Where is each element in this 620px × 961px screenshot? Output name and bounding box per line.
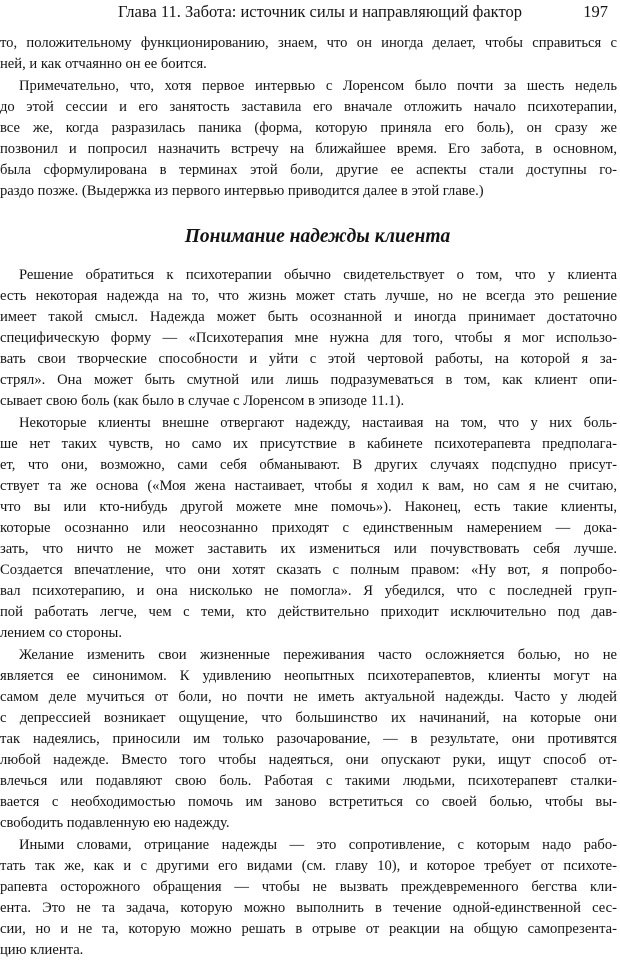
text-line: цию клиента. bbox=[0, 942, 84, 958]
paragraph bbox=[0, 835, 617, 961]
text-line: так надеялись, приносили им только разочарование, — в результате, они противятся bbox=[0, 731, 617, 747]
paragraph bbox=[0, 76, 617, 202]
text-line: свободить подавленную ею надежду. bbox=[0, 815, 230, 831]
text-line: есть некоторая надежда на то, что жизнь может стать лучше, но не всегда это решение bbox=[0, 288, 617, 304]
text-line: вал психотерапию, и она нисколько не помогла». Я убедился, что с последней груп- bbox=[0, 583, 617, 599]
paragraph bbox=[0, 265, 617, 412]
text-line: ет, что они, возможно, сами себя обманывают. В других случаях подспудно присут- bbox=[0, 457, 617, 473]
text-line: что вы или кто-нибудь другой можете мне помочь»). Наконец, есть такие клиенты, bbox=[0, 499, 617, 515]
running-head bbox=[0, 1, 620, 23]
text-line: любой надежде. Вместо того чтобы надеяться, они опускают руки, ищут способ от- bbox=[0, 752, 617, 768]
paragraph bbox=[0, 645, 617, 834]
text-line: все же, когда разразилась паника (форма, которую приняла его боль), он сразу же bbox=[0, 120, 617, 136]
text-line: имеет такой смысл. Надежда может быть осознанной и иногда принимает достаточно bbox=[0, 309, 617, 325]
text-line: которые осознанно или неосознанно приходят с единственным намерением — дока- bbox=[0, 520, 617, 536]
text-line: до этой сессии и его занятость заставила его вначале отложить начало психотерапии, bbox=[0, 99, 617, 115]
text-line: ше нет таких чувств, но само их присутствие в кабинете психотерапевта предполага- bbox=[0, 436, 617, 452]
text-line: ней, и как отчаянно он ее боится. bbox=[0, 56, 207, 72]
text-line: Решение обратиться к психотерапии обычно свидетельствует о том, что у клиента bbox=[19, 267, 617, 283]
paragraph bbox=[0, 33, 617, 75]
text-line: Некоторые клиенты внешне отвергают надежду, настаивая на том, что у них боль- bbox=[19, 415, 617, 431]
text-line: Создается впечатление, что они хотят сказать с полным правом: «Ну вот, я попробо- bbox=[0, 562, 617, 578]
text-line: Примечательно, что, хотя первое интервью с Лоренсом было почти за шесть недель bbox=[19, 78, 617, 94]
text-line: то, положительному функционированию, знаем, что он иногда делает, чтобы справиться с bbox=[0, 35, 617, 51]
text-line: зать, что ничто не может заставить их измениться или почувствовать себя лучше. bbox=[0, 541, 617, 557]
text-line: стрял». Она может быть смутной или лишь подразумеваться в том, как клиент опи- bbox=[0, 372, 617, 388]
text-line: ента. Это не та задача, которую можно выполнить в течение одной-единственной сес- bbox=[0, 900, 617, 916]
text-line: позвонил и попросил назначить встречу на ближайшее время. Его забота, в основном, bbox=[0, 141, 617, 157]
text-line: вать свои творческие способности и уйти с этой чертовой работы, на которой я за- bbox=[0, 351, 617, 367]
text-line: лением со стороны. bbox=[0, 625, 122, 641]
text-line: Иными словами, отрицание надежды — это сопротивление, с которым надо рабо- bbox=[19, 837, 617, 853]
text-line: влечься или подавляют свою боль. Работая с такими людьми, психотерапевт сталки- bbox=[0, 773, 617, 789]
text-line: тать так же, как и с другими его видами (см. главу 10), и которое требует от психоте- bbox=[0, 858, 617, 874]
paragraph bbox=[0, 413, 617, 644]
text-line: специфическую форму — «Психотерапия мне нужна для того, чтобы я мог использо- bbox=[0, 330, 617, 346]
text-line: с депрессией возникает ощущение, что большинство их начинаний, на которые они bbox=[0, 710, 617, 726]
text-line: вается с необходимостью помочь им заново встретиться со своей болью, чтобы вы- bbox=[0, 794, 617, 810]
text-line: сии, но и не та, которую можно решать в отрыве от реакции на общую самопрезента- bbox=[0, 921, 617, 937]
text-line: рапевта осторожного обращения — чтобы не вызвать преждевременного бегства кли- bbox=[0, 879, 617, 895]
text-line: Желание изменить свои жизненные переживания часто осложняется болью, но не bbox=[19, 647, 617, 663]
running-title: Глава 11. Забота: источник силы и направляющий фактор bbox=[118, 2, 522, 21]
text-line: была сформулирована в терминах этой боли, другие ее аспекты стали доступны го- bbox=[0, 162, 617, 178]
text-line: пой работать легче, чем с теми, кто действительно приходит исключительно под дав- bbox=[0, 604, 617, 620]
text-line: ствует та же основа («Моя жена настаивает, чтобы я ходил к вам, но сам я не считаю, bbox=[0, 478, 617, 494]
text-line: является ее синонимом. К удивлению неопытных психотерапевтов, клиенты могут на bbox=[0, 668, 617, 684]
text-line: самом деле мучиться от боли, но почти не иметь актуальной надежды. Часто у людей bbox=[0, 689, 617, 705]
body-text bbox=[0, 33, 617, 961]
section-title: Понимание надежды клиента bbox=[184, 226, 451, 247]
page-number: 197 bbox=[583, 2, 608, 21]
text-line: сывает свою боль (как было в случае с Лоренсом в эпизоде 11.1). bbox=[0, 393, 405, 409]
text-line: раздо позже. (Выдержка из первого интервью приводится далее в этой главе.) bbox=[0, 183, 484, 199]
